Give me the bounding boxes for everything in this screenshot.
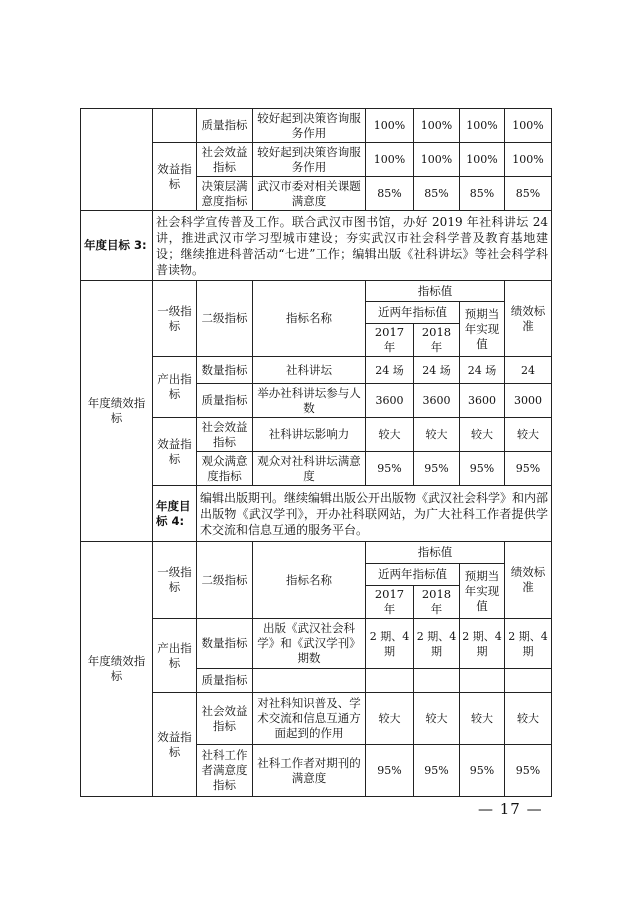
header-value: 指标值 [366, 542, 505, 564]
secondary-indicator: 社会效益指标 [197, 418, 253, 452]
header-secondary: 二级指标 [197, 542, 253, 619]
value-2018: 95% [414, 745, 460, 797]
header-name: 指标名称 [253, 542, 366, 619]
secondary-indicator: 社科工作者满意度指标 [197, 745, 253, 797]
primary-indicator: 效益指标 [153, 143, 197, 211]
value-standard: 较大 [505, 418, 552, 452]
header-2018: 2018 年 [414, 324, 460, 357]
value-expected: 100% [460, 109, 505, 143]
value-expected: 较大 [460, 693, 505, 745]
value-standard: 3000 [505, 384, 552, 418]
value-2017: 2 期、4 期 [366, 619, 414, 669]
indicator-name: 举办社科讲坛参与人数 [253, 384, 366, 418]
secondary-indicator: 数量指标 [197, 357, 253, 384]
value-2017: 100% [366, 143, 414, 177]
value-standard: 24 [505, 357, 552, 384]
table-row [81, 109, 552, 143]
value-2017: 95% [366, 745, 414, 797]
goal-label: 年度目标 3: [81, 211, 153, 281]
indicator-name: 出版《武汉社会科学》和《武汉学刊》期数 [253, 619, 366, 669]
header-standard: 绩效标准 [505, 542, 552, 619]
value-2017: 较大 [366, 693, 414, 745]
value-2018 [414, 669, 460, 693]
value-standard: 100% [505, 143, 552, 177]
secondary-indicator: 质量指标 [197, 109, 253, 143]
header-recent: 近两年指标值 [366, 302, 460, 324]
section-label: 年度绩效指标 [81, 281, 153, 542]
value-2018: 24 场 [414, 357, 460, 384]
indicator-name [253, 669, 366, 693]
page-number: — 17 — [478, 800, 543, 818]
header-2017: 2017 年 [366, 586, 414, 619]
value-expected: 24 场 [460, 357, 505, 384]
secondary-indicator: 决策层满意度指标 [197, 177, 253, 211]
value-2017: 95% [366, 452, 414, 486]
value-standard [505, 669, 552, 693]
indicator-name: 社科讲坛影响力 [253, 418, 366, 452]
value-expected: 较大 [460, 418, 505, 452]
header-name: 指标名称 [253, 281, 366, 357]
header-row [81, 281, 552, 302]
header-recent: 近两年指标值 [366, 564, 460, 586]
value-2017: 较大 [366, 418, 414, 452]
value-standard: 95% [505, 745, 552, 797]
value-2018: 100% [414, 143, 460, 177]
value-2018: 3600 [414, 384, 460, 418]
indicator-name: 社科工作者对期刊的满意度 [253, 745, 366, 797]
value-expected: 2 期、4 期 [460, 619, 505, 669]
goal-label: 年度目标 4: [153, 486, 197, 542]
secondary-indicator: 数量指标 [197, 619, 253, 669]
goal-row [81, 211, 552, 281]
header-primary: 一级指标 [153, 542, 197, 619]
section-cell [81, 109, 153, 211]
value-2018: 95% [414, 452, 460, 486]
goal-text: 编辑出版期刊。继续编辑出版公开出版物《武汉社会科学》和内部出版物《武汉学刊》，开办社科联网站，为广大社科工作者提供学术交流和信息互通的服务平台。 [197, 486, 552, 542]
indicator-name: 较好起到决策咨询服务作用 [253, 109, 366, 143]
primary-indicator: 效益指标 [153, 693, 197, 797]
header-2017: 2017 年 [366, 324, 414, 357]
value-expected: 95% [460, 452, 505, 486]
header-secondary: 二级指标 [197, 281, 253, 357]
value-2018: 85% [414, 177, 460, 211]
value-2017: 3600 [366, 384, 414, 418]
secondary-indicator: 社会效益指标 [197, 693, 253, 745]
indicator-name: 社科讲坛 [253, 357, 366, 384]
value-standard: 85% [505, 177, 552, 211]
header-standard: 绩效标准 [505, 281, 552, 357]
indicator-name: 观众对社科讲坛满意度 [253, 452, 366, 486]
value-standard: 100% [505, 109, 552, 143]
value-standard: 2 期、4 期 [505, 619, 552, 669]
value-2017: 100% [366, 109, 414, 143]
header-primary: 一级指标 [153, 281, 197, 357]
value-2018: 100% [414, 109, 460, 143]
secondary-indicator: 观众满意度指标 [197, 452, 253, 486]
primary-indicator: 效益指标 [153, 418, 197, 486]
value-2017 [366, 669, 414, 693]
value-standard: 95% [505, 452, 552, 486]
value-expected: 100% [460, 143, 505, 177]
secondary-indicator: 质量指标 [197, 384, 253, 418]
primary-indicator: 产出指标 [153, 357, 197, 418]
indicator-name: 武汉市委对相关课题满意度 [253, 177, 366, 211]
primary-cell [153, 109, 197, 143]
value-expected: 95% [460, 745, 505, 797]
value-standard: 较大 [505, 693, 552, 745]
section-label: 年度绩效指标 [81, 542, 153, 797]
indicator-name: 对社科知识普及、学术交流和信息互通方面起到的作用 [253, 693, 366, 745]
header-value: 指标值 [366, 281, 505, 302]
header-row [81, 542, 552, 564]
indicator-name: 较好起到决策咨询服务作用 [253, 143, 366, 177]
value-expected [460, 669, 505, 693]
value-expected: 3600 [460, 384, 505, 418]
value-expected: 85% [460, 177, 505, 211]
header-expected: 预期当年实现值 [460, 302, 505, 357]
header-expected: 预期当年实现值 [460, 564, 505, 619]
value-2018: 较大 [414, 693, 460, 745]
primary-indicator: 产出指标 [153, 619, 197, 693]
value-2017: 24 场 [366, 357, 414, 384]
value-2018: 较大 [414, 418, 460, 452]
value-2017: 85% [366, 177, 414, 211]
secondary-indicator: 社会效益指标 [197, 143, 253, 177]
performance-table [80, 108, 552, 797]
goal-text: 社会科学宣传普及工作。联合武汉市图书馆，办好 2019 年社科讲坛 24 讲，推进武汉市学习型城市建设；夯实武汉市社会科学普及教育基地建设；继续推进科普活动“七进”工作；编辑出版《社科讲坛》等社会科学科普读物。 [153, 211, 552, 281]
header-2018: 2018 年 [414, 586, 460, 619]
value-2018: 2 期、4 期 [414, 619, 460, 669]
secondary-indicator: 质量指标 [197, 669, 253, 693]
